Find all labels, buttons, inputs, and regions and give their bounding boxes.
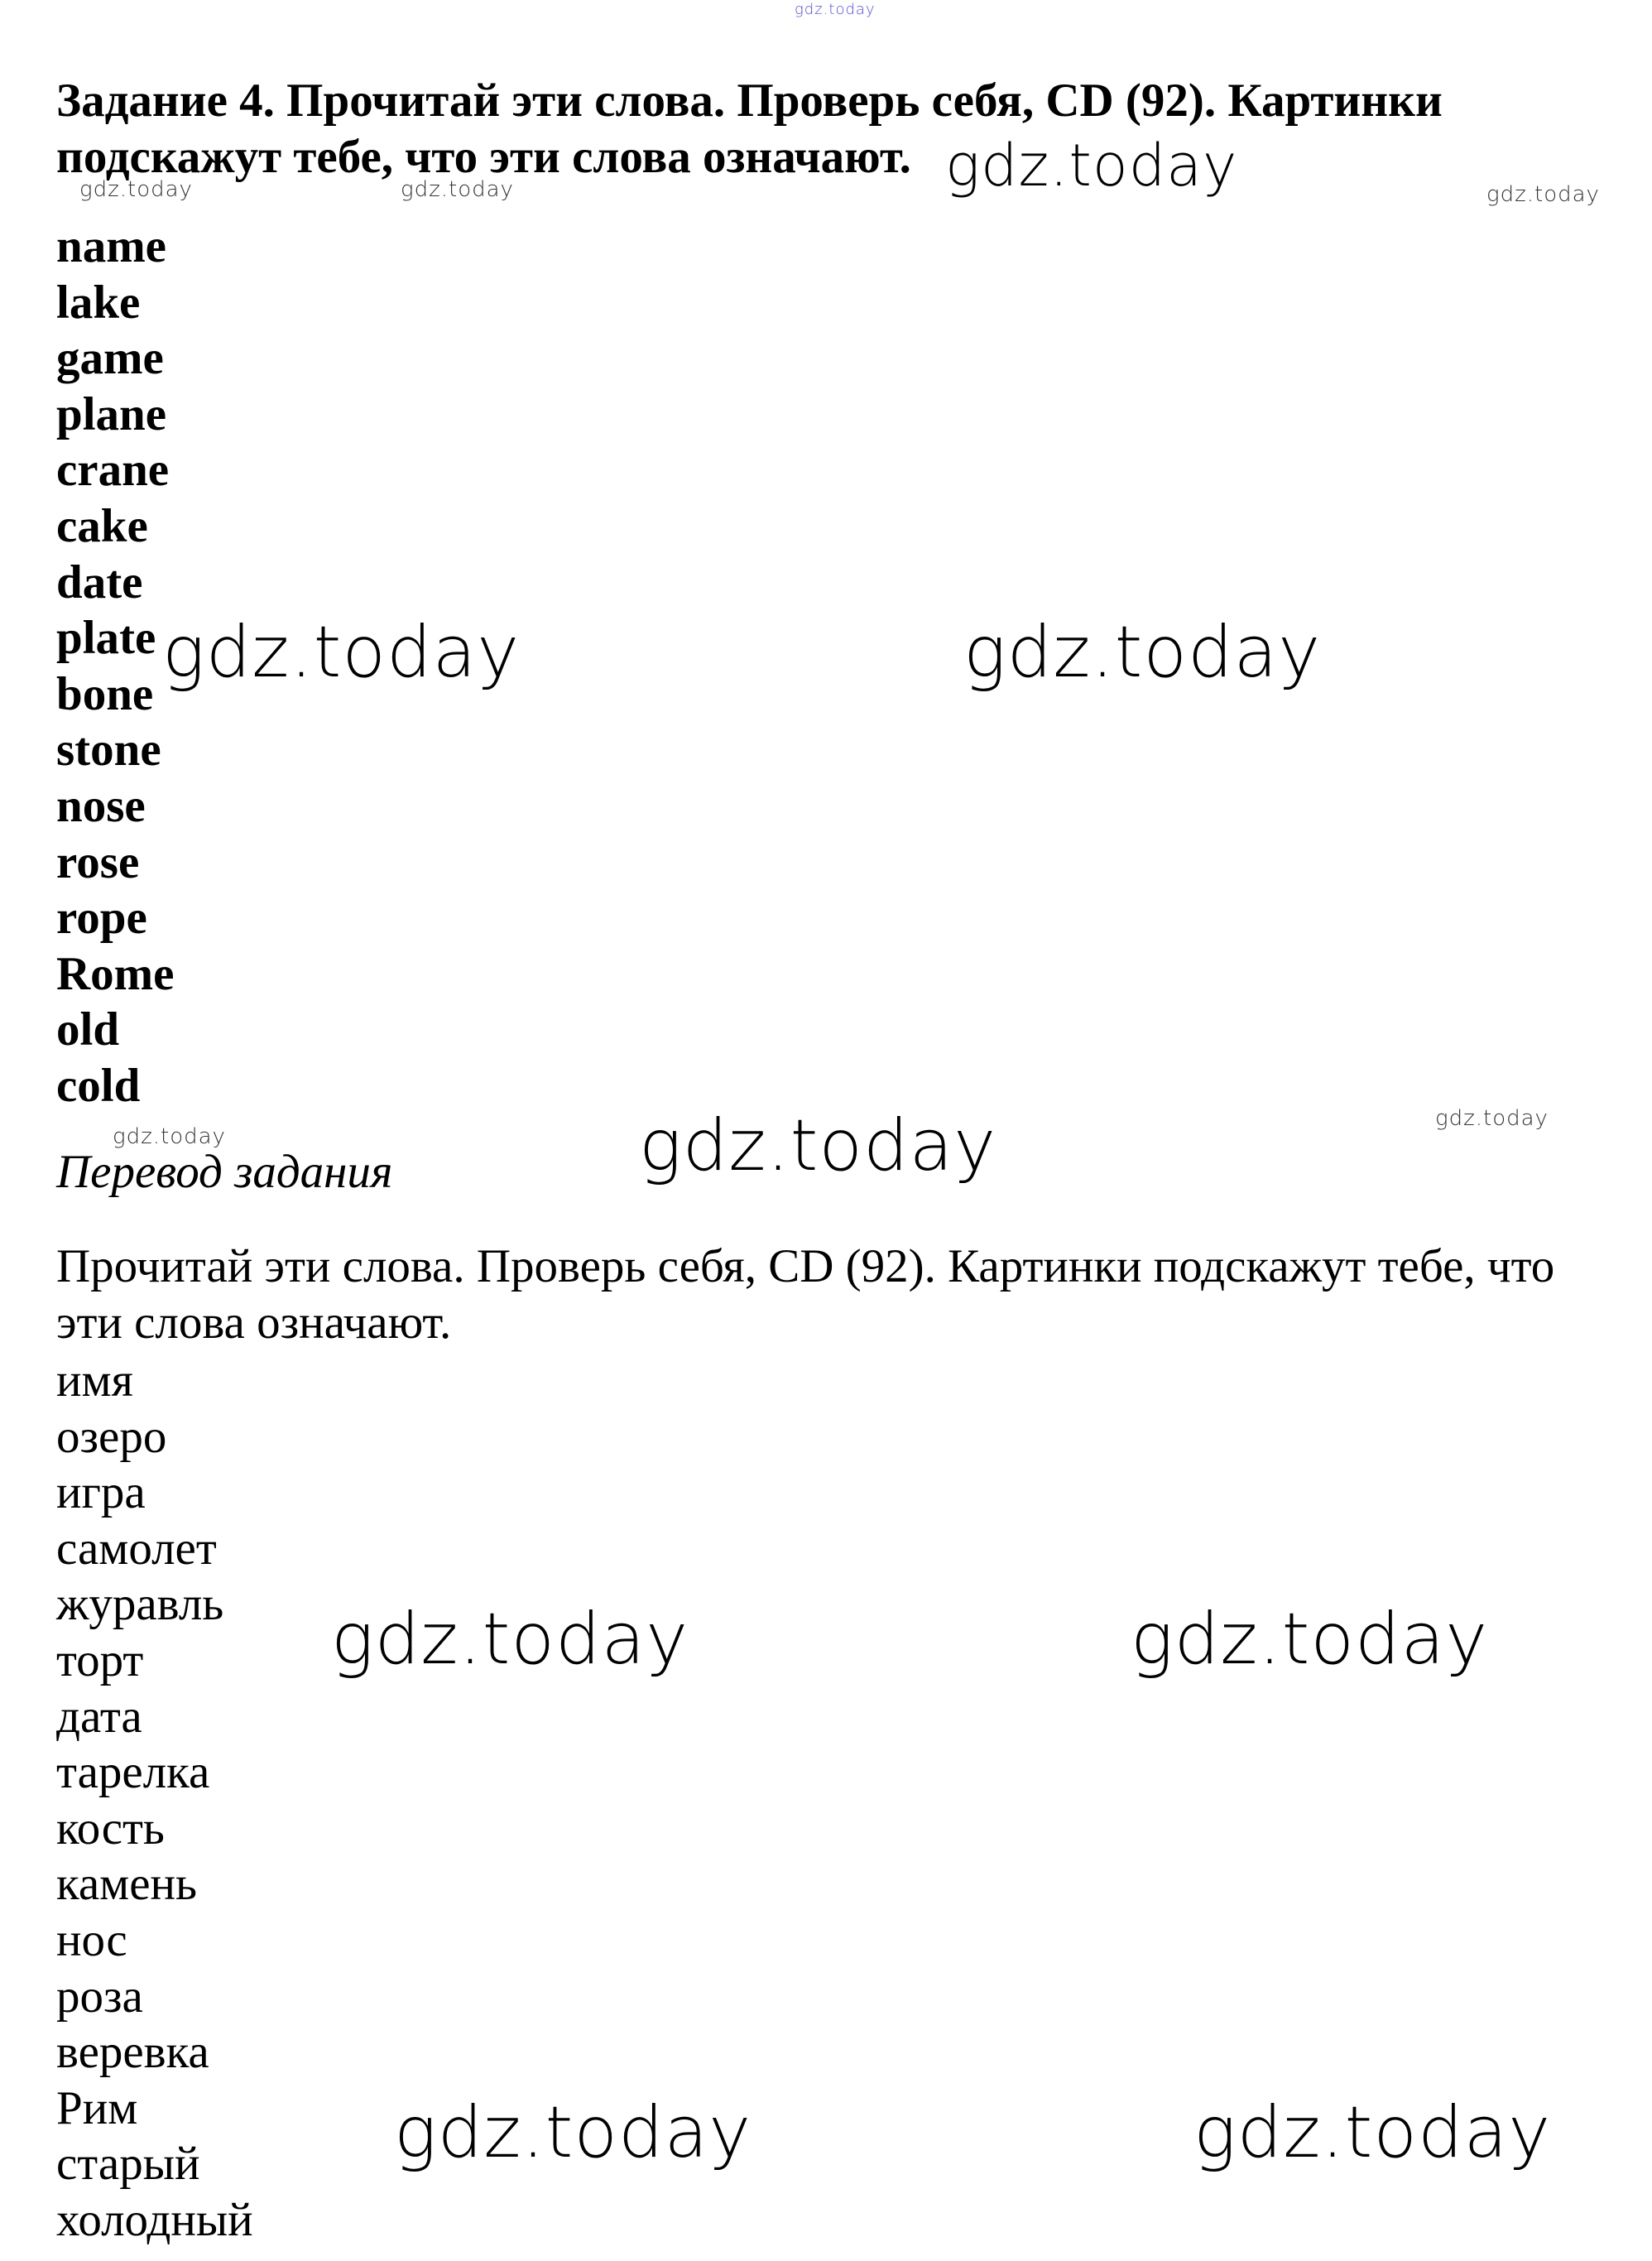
translation-heading: Перевод задания	[56, 1146, 393, 1198]
english-word-list	[56, 219, 174, 1114]
russian-word: озеро	[56, 1410, 167, 1463]
russian-word: торт	[56, 1633, 144, 1686]
russian-word: тарелка	[56, 1746, 210, 1799]
watermark-large: gdz.today	[162, 611, 521, 694]
russian-word: роза	[56, 1970, 143, 2023]
english-word: plane	[56, 387, 167, 440]
english-word: rope	[56, 892, 147, 945]
task-title: Задание 4. Прочитай эти слова. Проверь себя, CD (92). Картинки подскажут тебе, что эти слова означают.	[56, 75, 1443, 183]
watermark-large: gdz.today	[945, 132, 1238, 200]
watermark-top-center: gdz.today	[795, 1, 876, 18]
translation-instruction: Прочитай эти слова. Проверь себя, CD (92). Картинки подскажут тебе, что эти слова означают.	[56, 1240, 1555, 1349]
watermark-small: gdz.today	[79, 177, 193, 202]
russian-word: Рим	[56, 2081, 138, 2134]
english-word: stone	[56, 724, 161, 777]
english-word: old	[56, 1003, 120, 1056]
russian-word: имя	[56, 1354, 133, 1407]
russian-word-list	[56, 1353, 253, 2249]
russian-word: кость	[56, 1802, 165, 1855]
russian-word: игра	[56, 1466, 146, 1519]
russian-word: журавль	[56, 1578, 224, 1631]
russian-word: старый	[56, 2138, 200, 2191]
english-word: cake	[56, 499, 148, 552]
english-word: name	[56, 220, 166, 272]
russian-word: нос	[56, 1913, 127, 1966]
watermark-large: gdz.today	[1131, 1598, 1489, 1681]
watermark-small: gdz.today	[401, 177, 514, 202]
english-word: plate	[56, 612, 156, 665]
english-word: cold	[56, 1059, 141, 1112]
english-word: crane	[56, 444, 170, 497]
watermark-large: gdz.today	[331, 1598, 689, 1681]
english-word: Rome	[56, 947, 175, 1000]
english-word: date	[56, 556, 143, 609]
watermark-large: gdz.today	[963, 611, 1322, 694]
watermark-small: gdz.today	[1486, 182, 1600, 207]
watermark-small: gdz.today	[113, 1124, 226, 1149]
russian-word: холодный	[56, 2193, 253, 2246]
watermark-large: gdz.today	[639, 1104, 997, 1187]
russian-word: самолет	[56, 1522, 217, 1575]
watermark-large: gdz.today	[394, 2091, 752, 2174]
english-word: lake	[56, 276, 141, 329]
english-word: game	[56, 332, 164, 385]
watermark-small: gdz.today	[1435, 1106, 1549, 1131]
english-word: nose	[56, 779, 146, 832]
english-word: rose	[56, 835, 140, 888]
russian-word: веревка	[56, 2026, 209, 2079]
watermark-large: gdz.today	[1193, 2091, 1552, 2174]
russian-word: дата	[56, 1690, 142, 1743]
russian-word: камень	[56, 1858, 197, 1911]
english-word: bone	[56, 667, 154, 720]
